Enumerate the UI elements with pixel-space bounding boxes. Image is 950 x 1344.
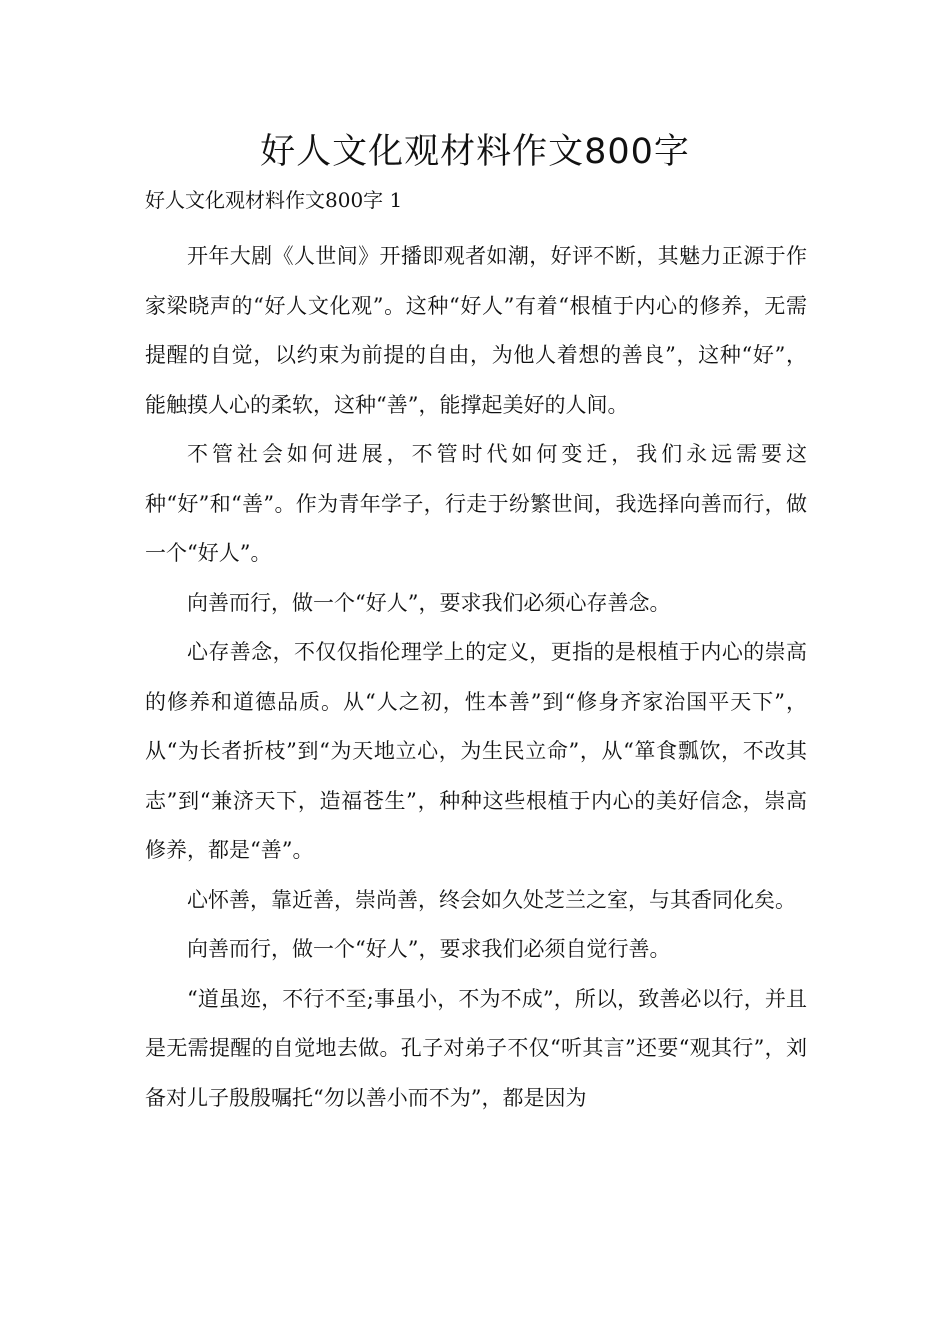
paragraph: 不管社会如何进展，不管时代如何变迁，我们永远需要这种“好”和“善”。作为青年学子，行走于纷繁世间，我选择向善而行，做一个“好人”。 [145,442,807,565]
document-body [145,232,807,1123]
paragraph: 开年大剧《人世间》开播即观者如潮，好评不断，其魅力正源于作家梁晓声的“好人文化观”。这种“好人”有着“根植于内心的修养，无需提醒的自觉，以约束为前提的自由，为他人着想的善良”，这种“好”，能触摸人心的柔软，这种“善”，能撑起美好的人间。 [145,244,807,417]
paragraph: 向善而行，做一个“好人”，要求我们必须心存善念。 [187,590,671,615]
document-title: 好人文化观材料作文800字 [260,132,690,172]
paragraph: “道虽迩，不行不至;事虽小，不为不成”，所以，致善必以行，并且是无需提醒的自觉地去做。孔子对弟子不仅“听其言”还要“观其行”，刘备对儿子殷殷嘱托“勿以善小而不为”，都是因为 [145,986,807,1110]
paragraph: 心怀善，靠近善，崇尚善，终会如久处芝兰之室，与其香同化矣。 [187,887,796,912]
paragraph: 心存善念，不仅仅指伦理学上的定义，更指的是根植于内心的崇高的修养和道德品质。从“人之初，性本善”到“修身齐家治国平天下”，从“为长者折枝”到“为天地立心，为生民立命”，从“箪食瓢饮，不改其志”到“兼济天下，造福苍生”，种种这些根植于内心的美好信念，崇高修养，都是“善”。 [145,640,807,862]
paragraph: 向善而行，做一个“好人”，要求我们必须自觉行善。 [187,937,671,961]
document-subtitle: 好人文化观材料作文800字 1 [145,188,403,212]
